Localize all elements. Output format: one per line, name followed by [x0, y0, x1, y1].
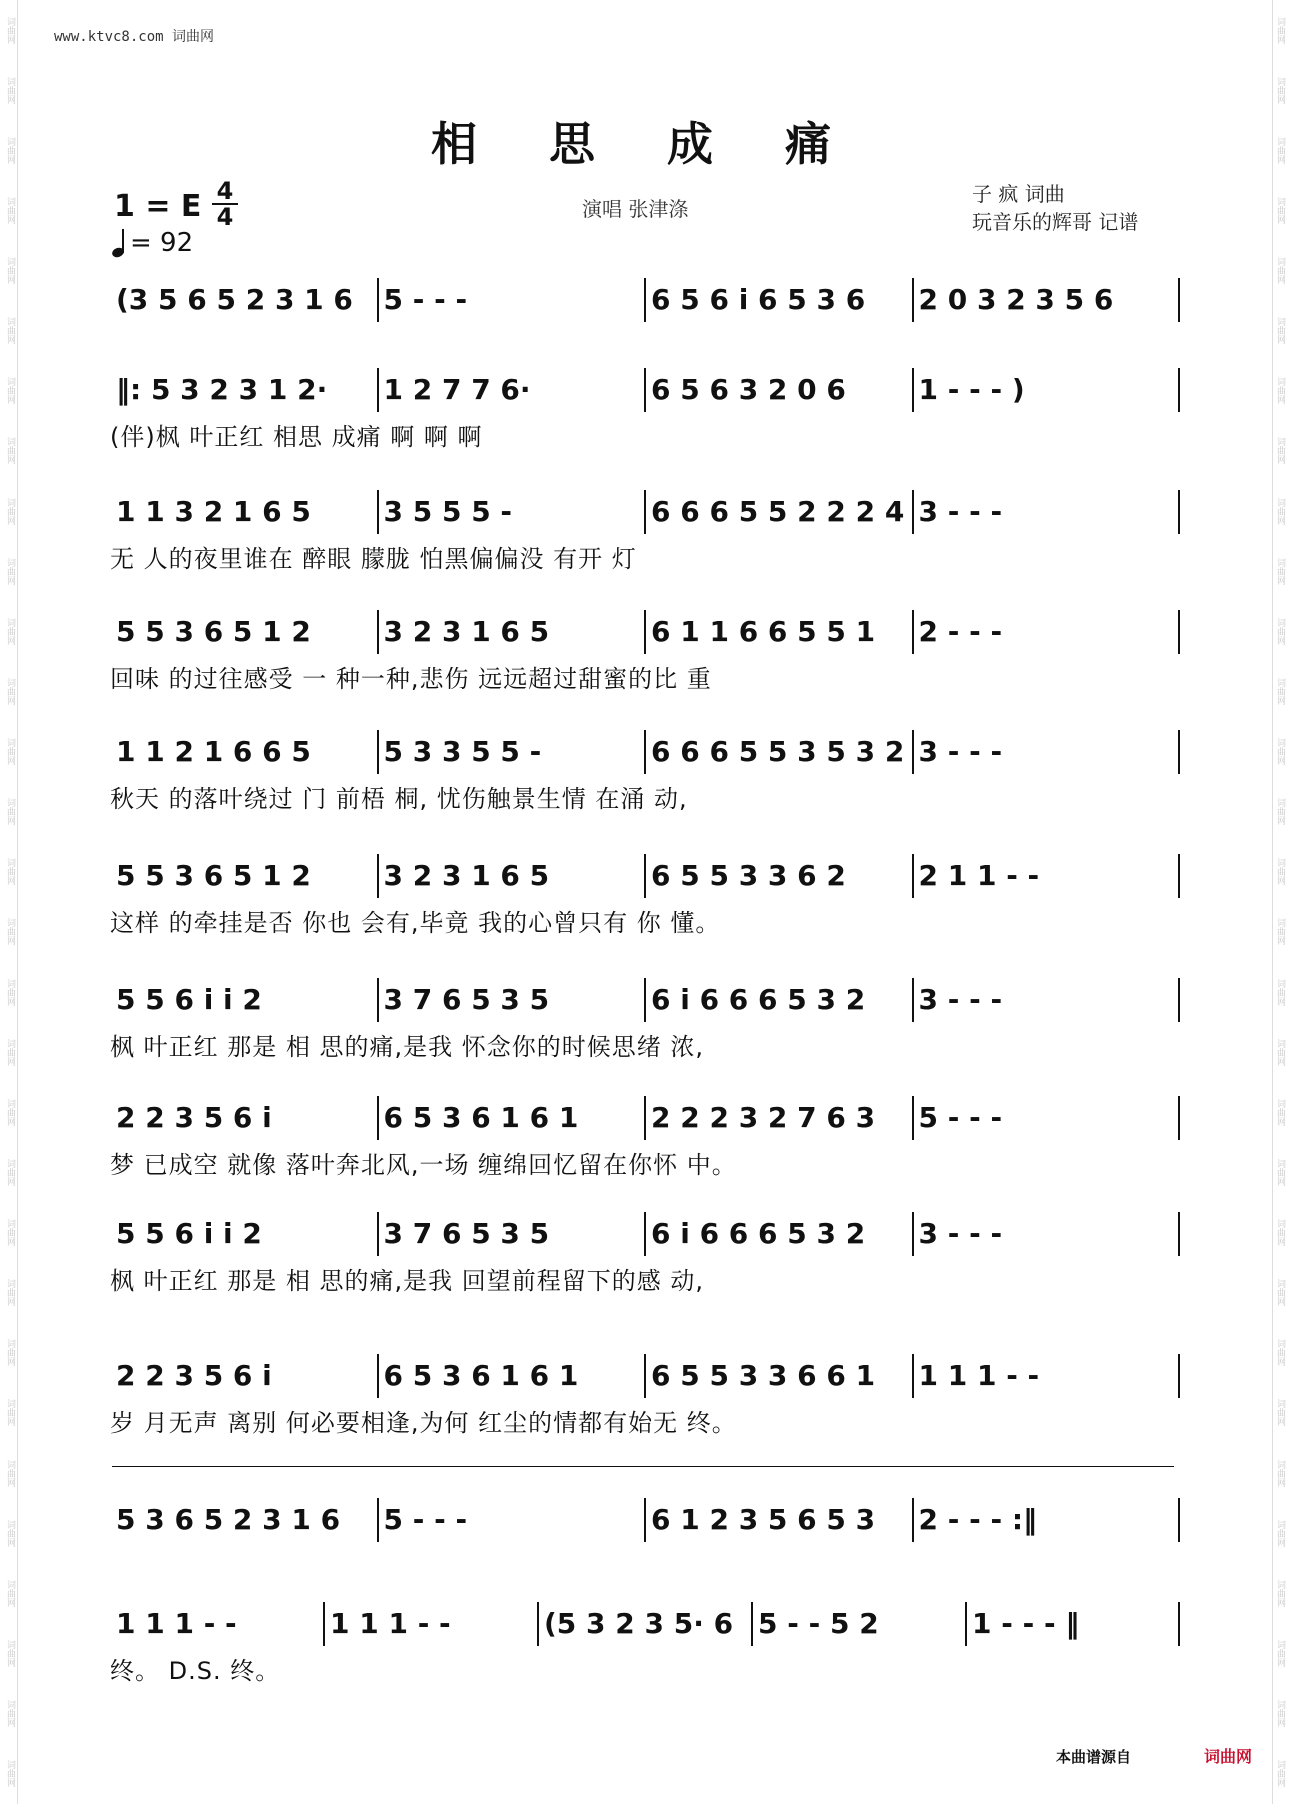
measure: 6 5 6 i 6 5 3 6	[651, 283, 866, 316]
site-url-text: www.ktvc8.com	[54, 29, 164, 45]
bar-line	[377, 1498, 379, 1542]
measure: 6 5 5 3 3 6 6 1	[651, 1359, 876, 1392]
footer-logo: 词曲网	[1204, 1747, 1253, 1766]
lyrics-line: 梦 已成空 就像 落叶奔北风,一场 缠绵回忆留在你怀 中。	[110, 1151, 737, 1179]
measure: 6 5 5 3 3 6 2	[651, 859, 846, 892]
measure: 6 5 3 6 1 6 1	[383, 1359, 579, 1392]
bar-line	[912, 368, 914, 412]
left-watermark-strip: 词曲网 词曲网 词曲网 词曲网 词曲网 词曲网 词曲网 词曲网 词曲网 词曲网 词曲网 词曲网 词曲网 词曲网 词曲网 词曲网 词曲网 词曲网 词曲网 词曲网 词曲网 词曲网 词曲网 词曲网 词曲网 词曲网 词曲网 词曲网 词曲网 词曲网	[0, 0, 20, 1804]
measure: ‖: 5 3 2 3 1 2·	[116, 373, 328, 406]
notation-line	[110, 484, 1180, 540]
measure: 6 5 6 3 2 0 6	[651, 373, 846, 406]
bar-line	[644, 368, 646, 412]
bar-line	[751, 1602, 753, 1646]
notation-line	[110, 848, 1180, 904]
bar-line	[912, 854, 914, 898]
measure: 5 3 3 5 5 -	[383, 735, 542, 768]
measure: 6 i 6 6 6 5 3 2	[651, 1217, 866, 1250]
bar-line	[644, 610, 646, 654]
bar-line	[644, 854, 646, 898]
bar-line	[644, 1498, 646, 1542]
bar-line	[1178, 854, 1180, 898]
lyrics-music-credit: 子 疯 词曲	[972, 182, 1065, 206]
lyrics-line: 终。 D.S. 终。	[110, 1657, 281, 1685]
key-signature: 1 = E	[114, 189, 202, 224]
bar-line	[912, 1212, 914, 1256]
bar-line	[1178, 1096, 1180, 1140]
notation-line	[110, 972, 1180, 1028]
bar-line	[377, 490, 379, 534]
measure: 2 0 3 2 3 5 6	[918, 283, 1114, 316]
notation-line	[110, 1206, 1180, 1262]
measure: 5 5 3 6 5 1 2	[116, 615, 311, 648]
bar-line	[377, 978, 379, 1022]
notation-line	[110, 272, 1180, 328]
bar-line	[1178, 278, 1180, 322]
lyrics-line: 岁 月无声 离别 何必要相逢,为何 红尘的情都有始无 终。	[110, 1409, 737, 1437]
measure: 6 6 6 5 5 2 2 2 4	[651, 495, 905, 528]
measure: 5 - - -	[918, 1101, 1003, 1134]
measure: (3 5 6 5 2 3 1 6	[116, 283, 353, 316]
notation-line	[110, 604, 1180, 660]
bar-line	[377, 1354, 379, 1398]
measure: 6 i 6 6 6 5 3 2	[651, 983, 866, 1016]
bar-line	[377, 730, 379, 774]
measure: 3 - - -	[918, 983, 1003, 1016]
measure: 2 - - -	[918, 615, 1003, 648]
bar-line	[912, 1354, 914, 1398]
measure: 1 1 1 - -	[918, 1359, 1040, 1392]
measure: 2 - - - :‖	[918, 1503, 1038, 1536]
notation-line	[110, 1348, 1180, 1404]
bar-line	[1178, 1212, 1180, 1256]
measure: 5 - - -	[383, 1503, 468, 1536]
measure: 1 - - - )	[918, 373, 1025, 406]
footer-source-label: 本曲谱源自	[1056, 1748, 1132, 1766]
tempo-marking	[112, 228, 193, 258]
bar-line	[1178, 368, 1180, 412]
bar-line	[912, 610, 914, 654]
measure: 1 - - - ‖	[972, 1607, 1080, 1640]
bar-line	[912, 1096, 914, 1140]
quarter-note-icon	[112, 229, 126, 257]
lyrics-line: 枫 叶正红 那是 相 思的痛,是我 回望前程留下的感 动,	[110, 1267, 705, 1295]
notation-line	[110, 724, 1180, 780]
lyrics-line: (伴)枫 叶正红 相思 成痛 啊 啊 啊	[110, 423, 483, 451]
bar-line	[912, 1498, 914, 1542]
bar-line	[377, 1212, 379, 1256]
lyrics-line: 回味 的过往感受 一 种一种,悲伤 远远超过甜蜜的比 重	[110, 665, 712, 693]
notation-line	[110, 362, 1180, 418]
measure: 1 2 7 7 6·	[383, 373, 531, 406]
measure: 1 1 1 - -	[330, 1607, 451, 1640]
measure: 1 1 1 - -	[116, 1607, 237, 1640]
time-signature	[212, 177, 238, 231]
measure: 2 2 3 5 6 i	[116, 1101, 272, 1134]
measure: 3 7 6 5 3 5	[383, 983, 550, 1016]
measure: 5 3 6 5 2 3 1 6	[116, 1503, 341, 1536]
bar-line	[377, 1096, 379, 1140]
bar-line	[377, 610, 379, 654]
bar-line	[377, 854, 379, 898]
bar-line	[912, 978, 914, 1022]
author-credits	[972, 180, 1138, 236]
measure: 5 - - 5 2	[758, 1607, 879, 1640]
bar-line	[377, 278, 379, 322]
measure: 2 2 2 3 2 7 6 3	[651, 1101, 876, 1134]
time-signature-top: 4	[216, 177, 234, 205]
bar-line	[537, 1602, 539, 1646]
lyrics-line: 枫 叶正红 那是 相 思的痛,是我 怀念你的时候思绪 浓,	[110, 1033, 705, 1061]
lyrics-line: 这样 的牵挂是否 你也 会有,毕竟 我的心曾只有 你 懂。	[110, 909, 721, 937]
time-signature-bottom: 4	[216, 203, 234, 231]
measure: 3 2 3 1 6 5	[383, 859, 550, 892]
bar-line	[1178, 490, 1180, 534]
site-url	[54, 26, 214, 46]
bar-line	[912, 730, 914, 774]
bar-line	[1178, 1354, 1180, 1398]
measure: (5 3 2 3 5· 6	[544, 1607, 734, 1640]
singer-credit: 演唱 张津涤	[582, 197, 689, 221]
bar-line	[1178, 978, 1180, 1022]
tempo-value: = 92	[130, 228, 194, 258]
measure: 3 7 6 5 3 5	[383, 1217, 550, 1250]
bar-line	[644, 1212, 646, 1256]
measure: 3 - - -	[918, 495, 1003, 528]
ending-bracket-line	[112, 1466, 1174, 1467]
bar-line	[1178, 610, 1180, 654]
bar-line	[644, 1354, 646, 1398]
bar-line	[323, 1602, 325, 1646]
measure: 1 1 2 1 6 6 5	[116, 735, 311, 768]
measure: 2 1 1 - -	[918, 859, 1040, 892]
notation-line	[110, 1596, 1180, 1652]
measure: 6 1 2 3 5 6 5 3	[651, 1503, 876, 1536]
bar-line	[1178, 730, 1180, 774]
bar-line	[644, 490, 646, 534]
bar-line	[644, 978, 646, 1022]
score-credit: 玩音乐的辉哥 记谱	[972, 210, 1139, 234]
measure: 2 2 3 5 6 i	[116, 1359, 272, 1392]
bar-line	[644, 278, 646, 322]
measure: 3 2 3 1 6 5	[383, 615, 550, 648]
bar-line	[377, 368, 379, 412]
measure: 5 5 6 i i 2	[116, 1217, 262, 1250]
lyrics-line: 秋天 的落叶绕过 门 前梧 桐, 忧伤触景生情 在涌 动,	[110, 785, 688, 813]
bar-line	[1178, 1498, 1180, 1542]
measure: 3 - - -	[918, 1217, 1003, 1250]
site-name: 词曲网	[172, 29, 215, 45]
measure: 1 1 3 2 1 6 5	[116, 495, 311, 528]
bar-line	[912, 278, 914, 322]
bar-line	[1178, 1602, 1180, 1646]
bar-line	[644, 730, 646, 774]
measure: 3 5 5 5 -	[383, 495, 513, 528]
measure: 5 5 6 i i 2	[116, 983, 262, 1016]
lyrics-line: 无 人的夜里谁在 醉眼 朦胧 怕黑偏偏没 有开 灯	[110, 545, 637, 573]
measure: 3 - - -	[918, 735, 1003, 768]
measure: 5 5 3 6 5 1 2	[116, 859, 311, 892]
measure: 5 - - -	[383, 283, 468, 316]
bar-line	[965, 1602, 967, 1646]
measure: 6 6 6 5 5 3 5 3 2	[651, 735, 905, 768]
bar-line	[912, 490, 914, 534]
notation-line	[110, 1090, 1180, 1146]
page-title: 相 思 成 痛	[430, 117, 860, 171]
bar-line	[644, 1096, 646, 1140]
measure: 6 5 3 6 1 6 1	[383, 1101, 579, 1134]
right-watermark-strip: 词曲网 词曲网 词曲网 词曲网 词曲网 词曲网 词曲网 词曲网 词曲网 词曲网 词曲网 词曲网 词曲网 词曲网 词曲网 词曲网 词曲网 词曲网 词曲网 词曲网 词曲网 词曲网 词曲网 词曲网 词曲网 词曲网 词曲网 词曲网 词曲网 词曲网	[1270, 0, 1290, 1804]
notation-line	[110, 1492, 1180, 1548]
measure: 6 1 1 6 6 5 5 1	[651, 615, 876, 648]
